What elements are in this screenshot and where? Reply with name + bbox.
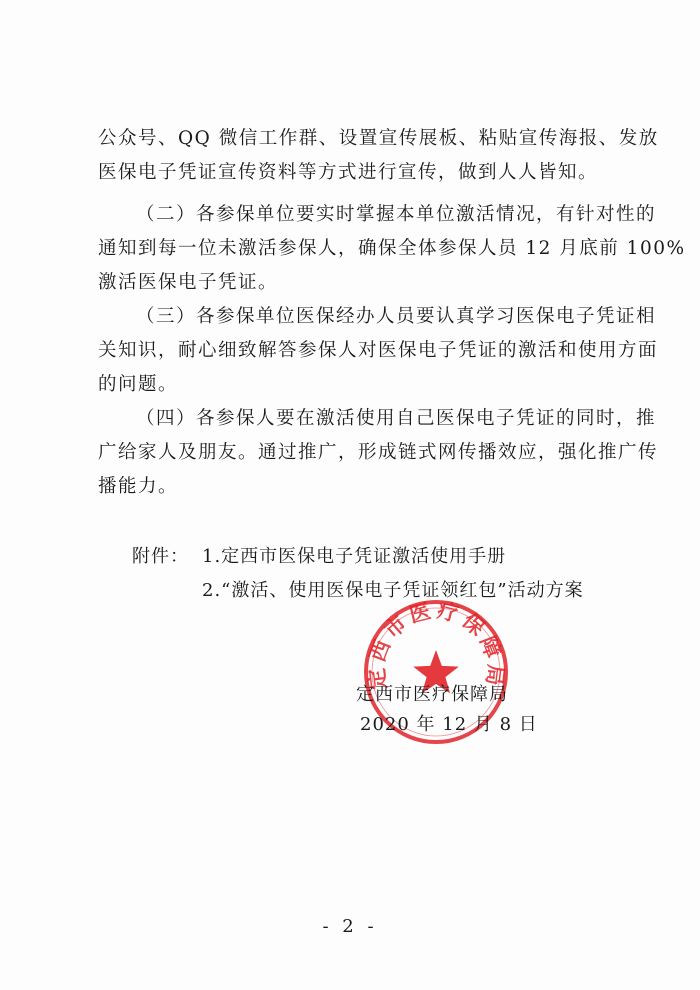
attachments-label: 附件：	[132, 546, 189, 567]
paragraph-line: 激活医保电子凭证。	[98, 272, 279, 293]
attachments	[132, 540, 584, 608]
paragraph-line: 播能力。	[98, 476, 179, 497]
attachment-item: 1.定西市医保电子凭证激活使用手册	[202, 546, 507, 567]
paragraph-3	[98, 300, 659, 402]
paragraph-4	[98, 402, 659, 504]
paragraph-2	[98, 198, 686, 300]
paragraph-line: （四）各参保人要在激活使用自己医保电子凭证的同时，推	[136, 408, 657, 429]
signature-date: 2020 年 12 月 8 日	[360, 714, 538, 735]
signature-organization: 定西市医疗保障局	[356, 684, 508, 705]
paragraph-line: （二）各参保单位要实时掌握本单位激活情况，有针对性的	[136, 204, 657, 225]
attachment-row	[132, 540, 584, 574]
paragraph-line: 公众号、QQ 微信工作群、设置宣传展板、粘贴宣传海报、发放	[98, 128, 659, 149]
signature-block	[356, 680, 538, 740]
paragraph-line: 医保电子凭证宣传资料等方式进行宣传，做到人人皆知。	[98, 162, 599, 183]
attachment-row	[132, 574, 584, 608]
paragraph-line: 的问题。	[98, 374, 179, 395]
attachment-item: 2.“激活、使用医保电子凭证领红包”活动方案	[202, 580, 584, 601]
paragraph-line: 关知识，耐心细致解答参保人对医保电子凭证的激活和使用方面	[98, 340, 659, 361]
paragraph-line: 通知到每一位未激活参保人，确保全体参保人员 12 月底前 100%	[98, 238, 686, 259]
seal-text: 定西市医疗保障局	[364, 598, 508, 691]
paragraph-line: （三）各参保单位医保经办人员要认真学习医保电子凭证相	[136, 306, 657, 327]
page-number: - 2 -	[322, 916, 378, 937]
paragraph-line: 广给家人及朋友。通过推广，形成链式网传播效应，强化推广传	[98, 442, 659, 463]
paragraph-1	[98, 122, 659, 190]
